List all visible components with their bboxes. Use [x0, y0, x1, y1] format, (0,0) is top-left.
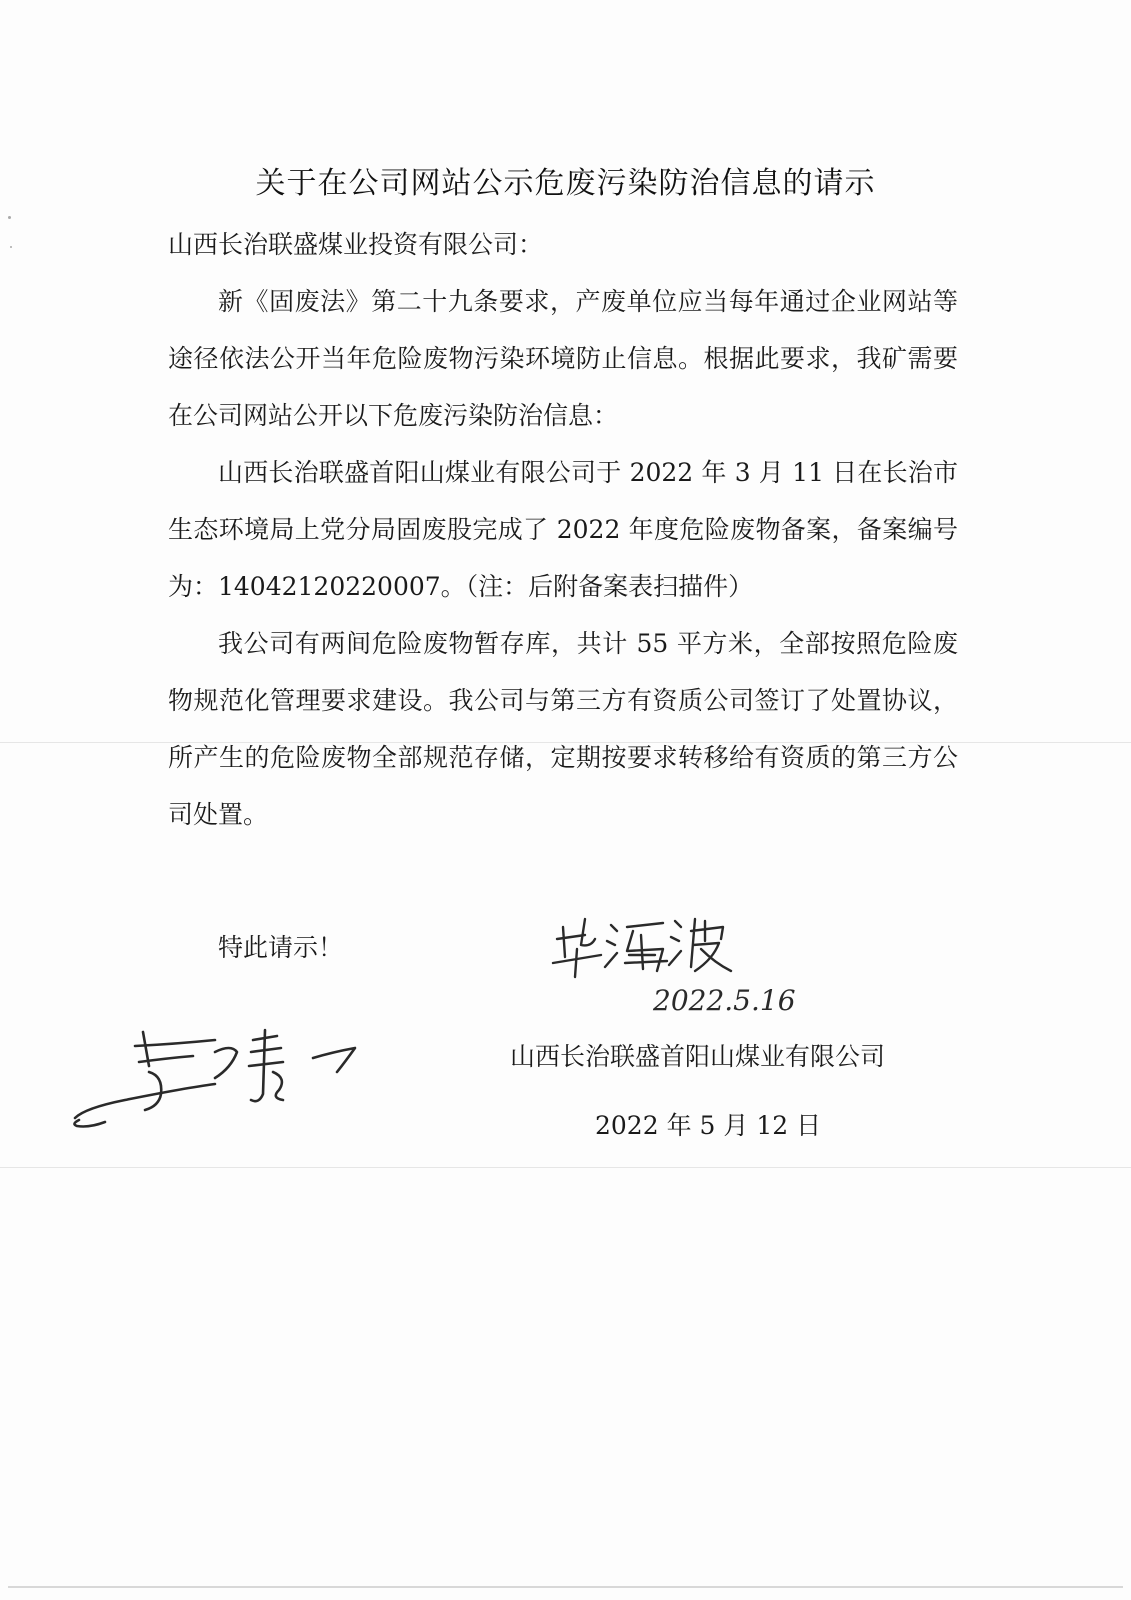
document-title: 关于在公司网站公示危废污染防治信息的请示	[255, 166, 876, 202]
scan-fold-line	[0, 1167, 1131, 1168]
handwritten-signature-lower	[65, 1018, 375, 1133]
salutation: 山西长治联盛煤业投资有限公司：	[168, 230, 544, 259]
scan-bottom-edge	[8, 1586, 1123, 1588]
handwritten-signature-approver	[545, 905, 805, 1035]
paragraph-registration: 山西长治联盛首阳山煤业有限公司于 2022 年 3 月 11 日在长治市生态环境局上党分局固废股完成了 2022 年度危险废物备案，备案编号为：14042120220007。（注：后附备案表扫描件）	[168, 458, 958, 601]
signatory-date: 2022 年 5 月 12 日	[595, 1111, 822, 1140]
handwritten-date: 2022.5.16	[653, 984, 796, 1017]
document-body	[168, 216, 958, 843]
scan-speck	[10, 246, 12, 248]
scan-speck	[8, 216, 11, 219]
closing-remark: 特此请示！	[218, 933, 344, 962]
signatory-company: 山西长治联盛首阳山煤业有限公司	[510, 1042, 886, 1071]
paragraph-storage: 我公司有两间危险废物暂存库，共计 55 平方米，全部按照危险废物规范化管理要求建设。我公司与第三方有资质公司签订了处置协议，所产生的危险废物全部规范存储，定期按要求转移给有资质的第三方公司处置。	[168, 629, 958, 829]
paragraph-requirement: 新《固废法》第二十九条要求，产废单位应当每年通过企业网站等途径依法公开当年危险废物污染环境防止信息。根据此要求，我矿需要在公司网站公开以下危废污染防治信息：	[168, 287, 958, 430]
